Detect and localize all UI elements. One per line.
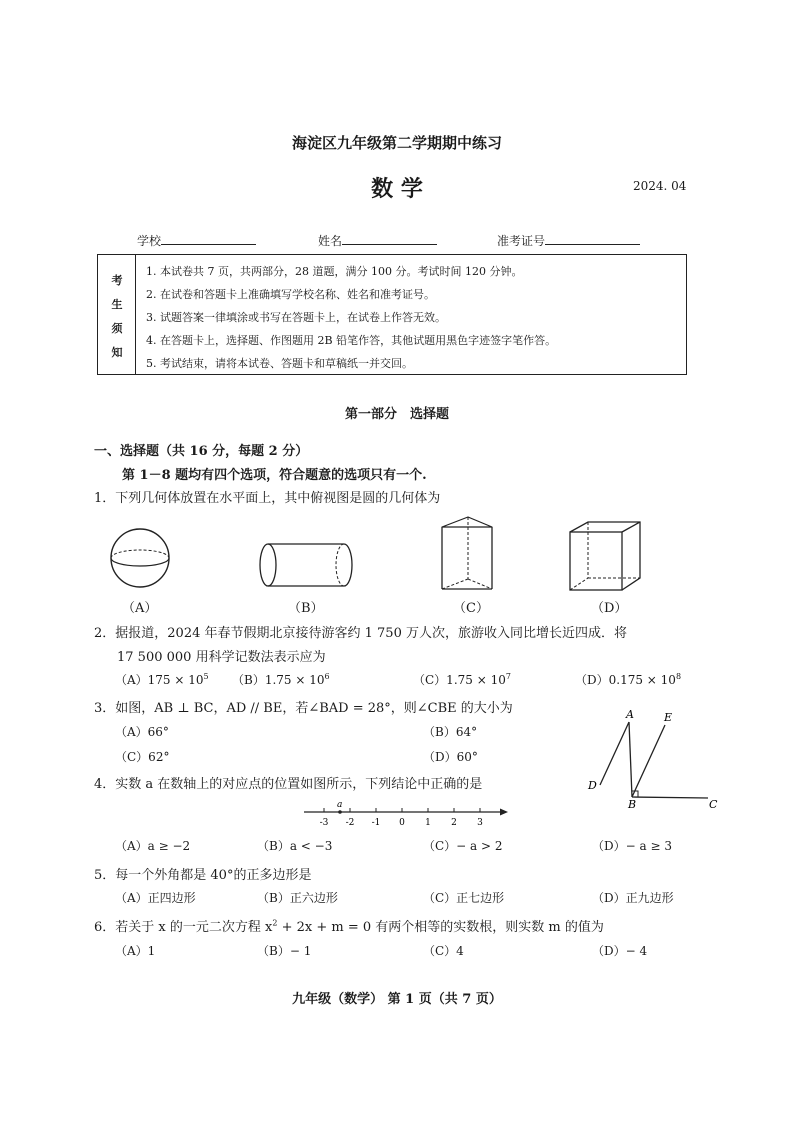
notice-box	[97, 254, 687, 375]
q2-option-c-exp: 7	[505, 672, 511, 681]
tick-label: 1	[425, 818, 431, 828]
field-name	[318, 231, 437, 249]
exam-date: 2024. 04	[633, 179, 687, 193]
q5-option-a[interactable]: （A）正四边形	[115, 891, 196, 905]
field-id-line[interactable]	[545, 231, 640, 245]
field-name-label: 姓名	[318, 234, 343, 248]
q3-option-c[interactable]: （C）62°	[115, 750, 170, 764]
subject-title: 数 学	[371, 176, 423, 202]
q3-label-a: A	[626, 708, 634, 721]
q2-option-d-exp: 8	[675, 672, 682, 681]
notice-item-5: 5. 考试结束，请将本试卷、答题卡和草稿纸一并交回。	[146, 357, 413, 370]
q2-option-c[interactable]	[413, 671, 511, 688]
q1-option-d[interactable]: （D）	[591, 601, 628, 616]
q1-option-a[interactable]: （A）	[122, 601, 158, 616]
point-a-marker	[338, 810, 342, 814]
notice-side-char: 须	[111, 322, 123, 335]
notice-item-2: 2. 在试卷和答题卡上准确填写学校名称、姓名和准考证号。	[146, 288, 435, 301]
q3-geometry-figure	[585, 705, 720, 810]
field-school	[137, 231, 256, 249]
number-line-figure	[300, 798, 510, 830]
q2-option-b-text: （B）1.75 × 10	[232, 673, 325, 687]
q6-option-d[interactable]: （D）− 4	[592, 944, 648, 958]
q3-label-e: E	[664, 711, 673, 724]
field-id-label: 准考证号	[497, 234, 546, 248]
q3-label-d: D	[588, 779, 597, 792]
q2-option-b-exp: 6	[324, 672, 330, 681]
q3-stem: 3．如图，AB ⊥ BC，AD // BE，若∠BAD = 28°，则∠CBE 的大小为	[94, 701, 513, 716]
q6-option-c[interactable]: （C）4	[423, 944, 464, 958]
tick-label: -2	[345, 818, 355, 828]
point-a-label: a	[337, 800, 343, 810]
q2-option-a[interactable]	[115, 671, 209, 688]
q3-option-a[interactable]: （A）66°	[115, 725, 169, 739]
q1-stem: 1．下列几何体放置在水平面上，其中俯视图是圆的几何体为	[94, 491, 441, 506]
notice-item-1: 1. 本试卷共 7 页，共两部分，28 道题，满分 100 分。考试时间 120 分钟。	[146, 265, 523, 278]
section-instruction: 第 1－8 题均有四个选项，符合题意的选项只有一个.	[122, 468, 427, 483]
exam-title: 海淀区九年级第二学期期中练习	[291, 134, 502, 152]
q5-option-c[interactable]: （C）正七边形	[423, 891, 505, 905]
q6-stem-part2: + 2x + m = 0 有两个相等的实数根，则实数 m 的值为	[277, 920, 604, 935]
q6-stem-part1: 6．若关于 x 的一元二次方程 x	[94, 920, 273, 935]
notice-item-3: 3. 试题答案一律填涂或书写在答题卡上，在试卷上作答无效。	[146, 311, 446, 324]
q1-option-b[interactable]: （B）	[288, 601, 324, 616]
q5-option-b[interactable]: （B）正六边形	[257, 891, 338, 905]
q4-option-b[interactable]: （B）a < −3	[257, 839, 333, 853]
q2-option-a-text: （A）175 × 10	[115, 673, 204, 687]
q4-stem: 4．实数 a 在数轴上的对应点的位置如图所示，下列结论中正确的是	[94, 777, 483, 792]
part-title: 第一部分 选择题	[344, 407, 449, 422]
q6-option-a[interactable]: （A）1	[115, 944, 156, 958]
tick-label: 3	[477, 818, 483, 828]
q3-label-b: B	[628, 798, 637, 811]
prism-figure	[438, 515, 500, 593]
field-id	[497, 231, 640, 249]
tick-label: -1	[371, 818, 381, 828]
tick-label: -3	[319, 818, 329, 828]
q2-option-d[interactable]	[575, 671, 681, 688]
notice-item-4: 4. 在答题卡上，选择题、作图题用 2B 铅笔作答，其他试题用黑色字迹签字笔作答。	[146, 334, 557, 347]
tick-label: 2	[451, 818, 457, 828]
q2-option-b[interactable]	[232, 671, 330, 688]
q3-option-b[interactable]: （B）64°	[423, 725, 478, 739]
field-name-line[interactable]	[342, 231, 437, 245]
q2-stem-line1: 2．据报道，2024 年春节假期北京接待游客约 1 750 万人次，旅游收入同比增长近四成．将	[94, 626, 627, 641]
q3-option-d[interactable]: （D）60°	[423, 750, 478, 764]
q6-stem-exp: 2	[272, 918, 278, 928]
q6-stem	[94, 916, 604, 935]
notice-side-char: 考	[111, 274, 123, 287]
q5-stem: 5．每一个外角都是 40°的正多边形是	[94, 868, 312, 883]
field-school-line[interactable]	[161, 231, 256, 245]
notice-side	[98, 255, 136, 374]
q2-option-a-exp: 5	[203, 672, 209, 681]
q4-option-d[interactable]: （D）− a ≥ 3	[592, 839, 672, 853]
cube-figure	[568, 520, 644, 592]
notice-side-char: 知	[111, 346, 123, 359]
section-heading: 一、选择题（共 16 分，每题 2 分）	[94, 444, 309, 459]
notice-side-char: 生	[111, 298, 123, 311]
q6-option-b[interactable]: （B）− 1	[257, 944, 312, 958]
q3-label-c: C	[709, 798, 718, 811]
sphere-figure	[110, 525, 170, 591]
field-school-label: 学校	[137, 234, 162, 248]
q4-option-a[interactable]: （A）a ≥ −2	[115, 839, 191, 853]
q5-option-d[interactable]: （D）正九边形	[592, 891, 674, 905]
q2-option-d-text: （D）0.175 × 10	[575, 673, 676, 687]
page-footer: 九年级（数学） 第 1 页（共 7 页）	[292, 992, 502, 1007]
q2-option-c-text: （C）1.75 × 10	[413, 673, 506, 687]
q2-stem-line2: 17 500 000 用科学记数法表示应为	[117, 650, 326, 665]
q1-option-c[interactable]: （C）	[453, 601, 489, 616]
cylinder-figure	[258, 540, 354, 590]
q4-option-c[interactable]: （C）− a > 2	[423, 839, 503, 853]
tick-label: 0	[399, 818, 405, 828]
